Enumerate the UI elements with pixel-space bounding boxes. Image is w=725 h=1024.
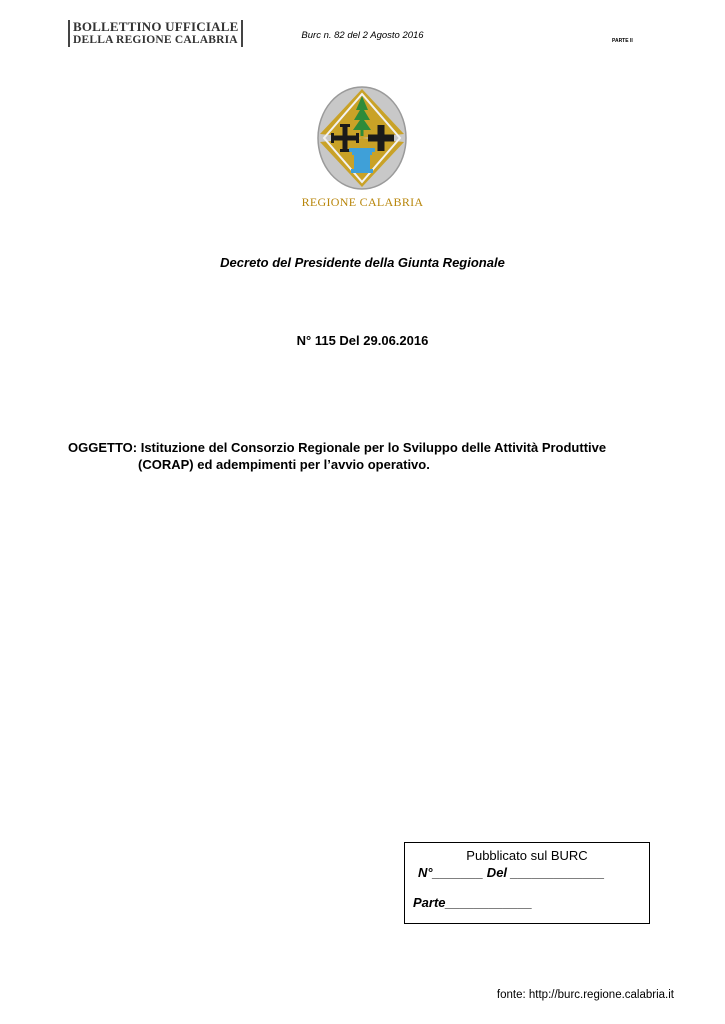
- publication-parte-line: Parte____________: [413, 895, 533, 910]
- subject-line-2: (CORAP) ed adempimenti per l’avvio operativo.: [138, 457, 430, 472]
- decree-subject: [68, 439, 668, 473]
- region-emblem-icon: [316, 86, 408, 190]
- publication-box: [404, 842, 650, 924]
- source-footer: fonte: http://burc.regione.calabria.it: [496, 989, 674, 1001]
- decree-title: Decreto del Presidente della Giunta Regionale: [220, 255, 505, 270]
- masthead-line-2: DELLA REGIONE CALABRIA: [73, 34, 238, 46]
- decree-number: N° 115 Del 29.06.2016: [296, 333, 429, 348]
- publication-title: Pubblicato sul BURC: [466, 848, 588, 863]
- burc-issue-header: Burc n. 82 del 2 Agosto 2016: [301, 30, 424, 41]
- publication-number-line: N°_______ Del _____________: [418, 865, 605, 880]
- subject-line-1: OGGETTO: Istituzione del Consorzio Regionale per lo Sviluppo delle Attività Produttive: [68, 440, 607, 455]
- parte-header: PARTE II: [612, 38, 633, 44]
- region-name: REGIONE CALABRIA: [301, 195, 424, 209]
- masthead-line-1: BOLLETTINO UFFICIALE: [73, 19, 239, 34]
